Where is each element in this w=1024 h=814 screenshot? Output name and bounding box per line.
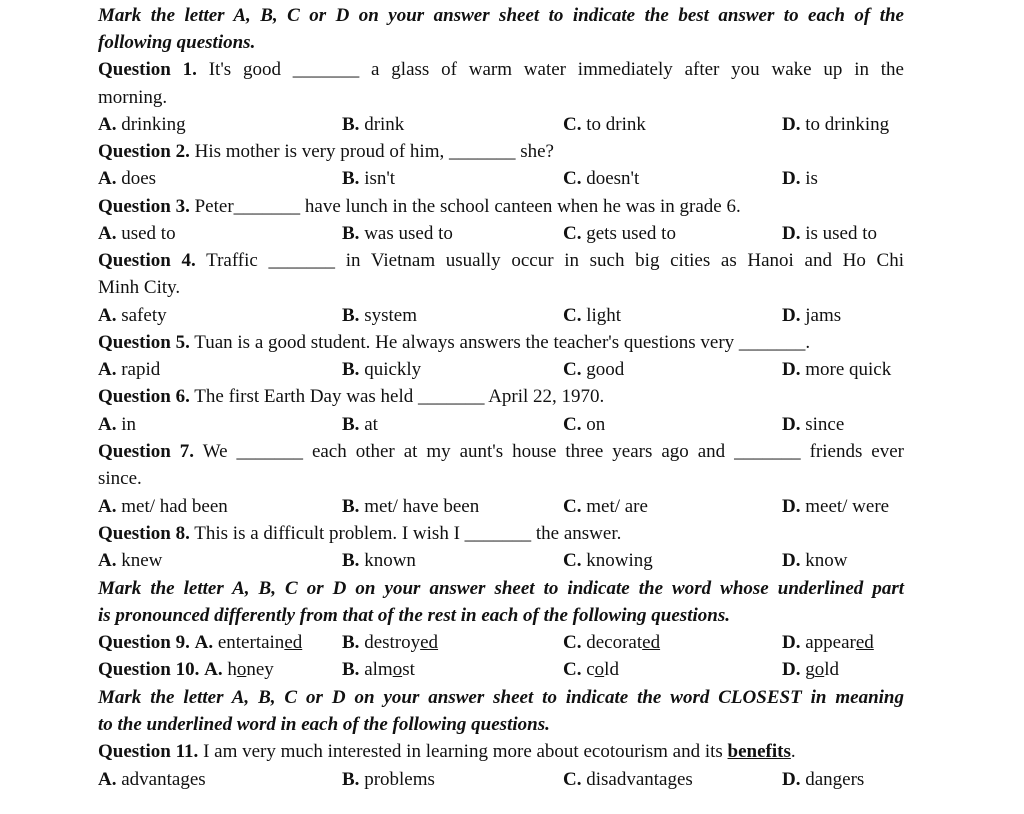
option-c[interactable]: C. on xyxy=(563,414,606,435)
question-4: Question 4. Traffic _______ in Vietnam usually occur in such big cities as Hanoi and Ho Chi xyxy=(98,250,904,271)
option-d[interactable]: D. appeared xyxy=(782,632,874,653)
question-11: Question 11. I am very much interested in learning more about ecotourism and its benefits. xyxy=(98,741,796,762)
option-d[interactable]: D. to drinking xyxy=(782,114,890,135)
question-5: Question 5. Tuan is a good student. He always answers the teacher's questions very _______. xyxy=(98,332,811,353)
question-3: Question 3. Peter_______ have lunch in the school canteen when he was in grade 6. xyxy=(98,196,741,217)
option-c[interactable]: C. light xyxy=(563,305,622,326)
question-2: Question 2. His mother is very proud of him, _______ she? xyxy=(98,141,554,162)
instruction-2-line-1: Mark the letter A, B, C or D on your answer sheet to indicate the word whose underlined part xyxy=(98,578,904,599)
option-d[interactable]: D. since xyxy=(782,414,845,435)
option-a[interactable]: A. met/ had been xyxy=(98,496,228,517)
option-a[interactable]: A. knew xyxy=(98,550,163,571)
option-d[interactable]: D. gold xyxy=(782,659,840,680)
question-8: Question 8. This is a difficult problem. I wish I _______ the answer. xyxy=(98,523,622,544)
instruction-3-line-1: Mark the letter A, B, C or D on your answer sheet to indicate the word CLOSEST in meaning xyxy=(98,687,904,708)
question-1: Question 1. It's good _______ a glass of warm water immediately after you wake up in the xyxy=(98,59,904,80)
option-d[interactable]: D. jams xyxy=(782,305,842,326)
option-a[interactable]: A. drinking xyxy=(98,114,186,135)
question-6: Question 6. The first Earth Day was held _______ April 22, 1970. xyxy=(98,386,605,407)
option-a[interactable]: A. advantages xyxy=(98,769,206,790)
option-c[interactable]: C. knowing xyxy=(563,550,653,571)
option-a[interactable]: Question 10. A. honey xyxy=(98,659,274,680)
option-a[interactable]: A. in xyxy=(98,414,137,435)
option-b[interactable]: B. problems xyxy=(342,769,435,790)
option-a[interactable]: Question 9. A. entertained xyxy=(98,632,303,653)
question-7-cont: since. xyxy=(98,468,142,489)
option-c[interactable]: C. gets used to xyxy=(563,223,676,244)
question-7: Question 7. We _______ each other at my aunt's house three years ago and _______ friends ever xyxy=(98,441,904,462)
option-b[interactable]: B. destroyed xyxy=(342,632,439,653)
option-a[interactable]: A. rapid xyxy=(98,359,161,380)
option-b[interactable]: B. almost xyxy=(342,659,415,680)
option-d[interactable]: D. is used to xyxy=(782,223,878,244)
option-d[interactable]: D. meet/ were xyxy=(782,496,890,517)
option-b[interactable]: B. was used to xyxy=(342,223,453,244)
option-d[interactable]: D. know xyxy=(782,550,848,571)
option-d[interactable]: D. is xyxy=(782,168,818,189)
option-c[interactable]: C. decorated xyxy=(563,632,661,653)
question-4-cont: Minh City. xyxy=(98,277,181,298)
option-c[interactable]: C. doesn't xyxy=(563,168,640,189)
option-b[interactable]: B. system xyxy=(342,305,417,326)
instruction-2-line-2: is pronounced differently from that of the rest in each of the following questions. xyxy=(98,605,730,626)
underlined-word: benefits xyxy=(727,741,791,762)
option-b[interactable]: B. met/ have been xyxy=(342,496,480,517)
option-c[interactable]: C. good xyxy=(563,359,625,380)
option-d[interactable]: D. dangers xyxy=(782,769,865,790)
option-c[interactable]: C. to drink xyxy=(563,114,646,135)
option-b[interactable]: B. known xyxy=(342,550,416,571)
option-d[interactable]: D. more quick xyxy=(782,359,892,380)
option-a[interactable]: A. used to xyxy=(98,223,176,244)
option-b[interactable]: B. drink xyxy=(342,114,405,135)
option-b[interactable]: B. quickly xyxy=(342,359,422,380)
option-b[interactable]: B. at xyxy=(342,414,378,435)
question-1-cont: morning. xyxy=(98,87,168,108)
option-c[interactable]: C. disadvantages xyxy=(563,769,693,790)
instruction-3-line-2: to the underlined word in each of the following questions. xyxy=(98,714,550,735)
option-a[interactable]: A. does xyxy=(98,168,157,189)
option-b[interactable]: B. isn't xyxy=(342,168,396,189)
option-a[interactable]: A. safety xyxy=(98,305,167,326)
instruction-1-line-2: following questions. xyxy=(98,32,256,53)
option-c[interactable]: C. cold xyxy=(563,659,619,680)
option-c[interactable]: C. met/ are xyxy=(563,496,648,517)
instruction-1-line-1: Mark the letter A, B, C or D on your answer sheet to indicate the best answer to each of the xyxy=(98,5,904,26)
